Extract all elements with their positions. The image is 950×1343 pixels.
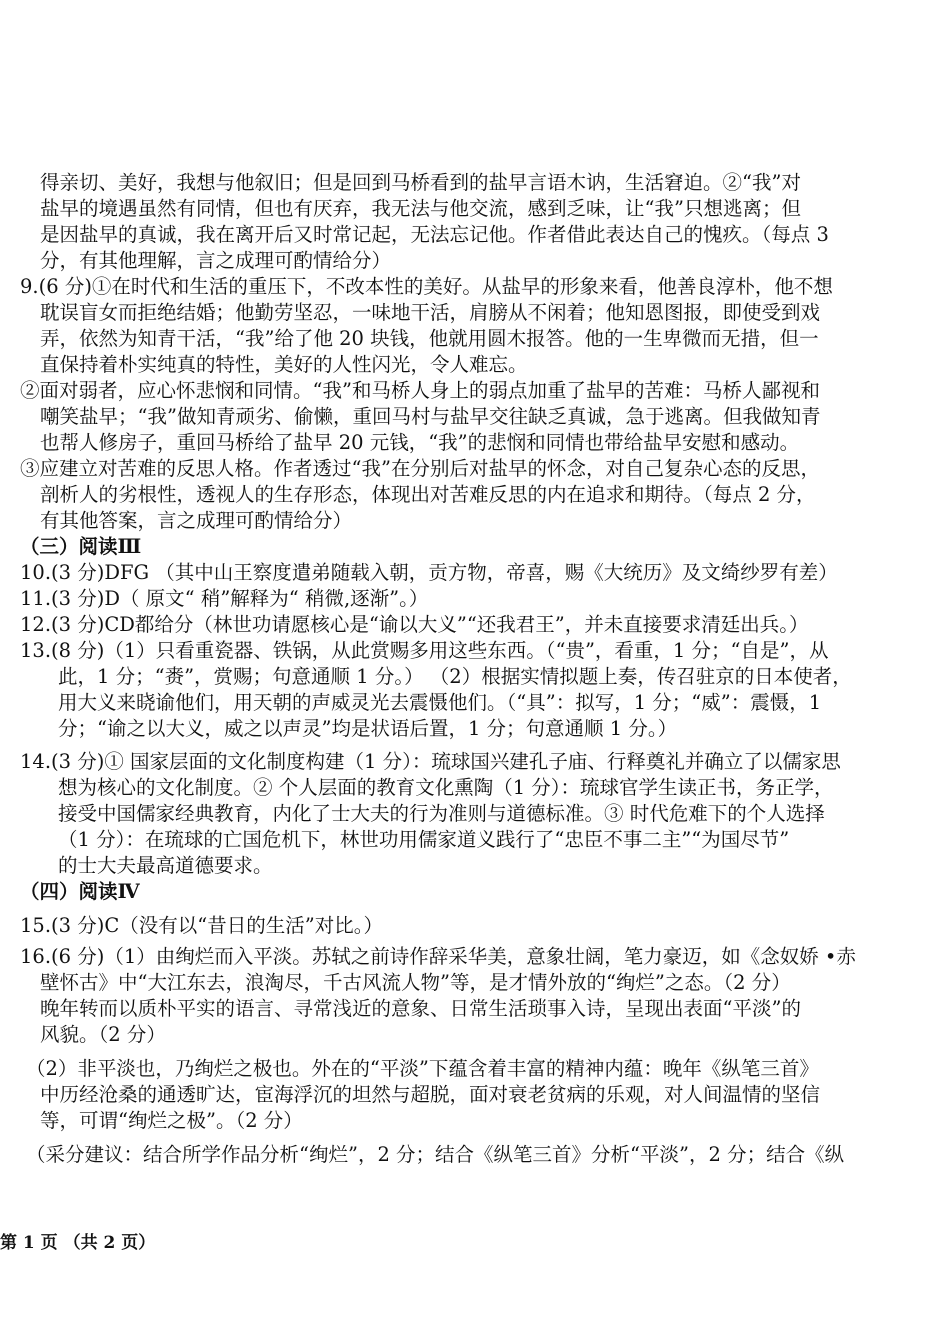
text-line: 风貌。（2 分） xyxy=(40,1023,166,1046)
text-line: 嘲笑盐早；“我”做知青顽劣、偷懒，重回马村与盐早交往缺乏真诚，急于逃离。但我做知青 xyxy=(40,405,821,428)
question-10-line: 10.(3 分)DFG （其中山王察度遣弟随载入朝，贡方物，帝喜，赐《大统历》及文绮纱罗有差） xyxy=(20,561,838,584)
text-line: 此，1 分；“赉”，赏赐；句意通顺 1 分。） （2）根据实情拟题上奏，传召驻京的日本使者， xyxy=(58,665,852,688)
text-line: 也帮人修房子，重回马桥给了盐早 20 元钱，“我”的悲悯和同情也带给盐早安慰和感动。 xyxy=(40,431,800,454)
text-line: ③应建立对苦难的反思人格。作者透过“我”在分别后对盐早的怀念，对自己复杂心态的反思， xyxy=(20,457,820,480)
section-heading-reading-3: （三）阅读Ⅲ xyxy=(20,535,142,558)
question-13-line: 13.(8 分)（1）只看重瓷器、铁锅，从此赏赐多用这些东西。（“贵”，看重，1 分；“自是”，从 xyxy=(20,639,829,662)
text-line: 有其他答案，言之成理可酌情给分） xyxy=(40,509,353,532)
text-line: 耽误盲女而拒绝结婚；他勤劳坚忍，一味地干活，肩膀从不闲着；他知恩图报，即使受到戏 xyxy=(40,301,821,324)
question-15-line: 15.(3 分)C（没有以“昔日的生活”对比。） xyxy=(20,914,383,937)
text-line: 晚年转而以质朴平实的语言、寻常浅近的意象、日常生活琐事入诗，呈现出表面“平淡”的 xyxy=(40,997,801,1020)
text-line: 中历经沧桑的通透旷达，宦海浮沉的坦然与超脱，面对衰老贫病的乐观，对人间温情的坚信 xyxy=(40,1083,821,1106)
question-14-line: 14.(3 分)① 国家层面的文化制度构建（1 分）：琉球国兴建孔子庙、行释奠礼并确立了以儒家思 xyxy=(20,750,841,773)
text-line: 等，可谓“绚烂之极”。（2 分） xyxy=(40,1109,303,1132)
text-line: （2）非平淡也，乃绚烂之极也。外在的“平淡”下蕴含着丰富的精神内蕴：晚年《纵笔三首》 xyxy=(26,1057,819,1080)
text-line: 剖析人的劣根性，透视人的生存形态，体现出对苦难反思的内在追求和期待。（每点 2 分， xyxy=(40,483,816,506)
text-line: 分；“谕之以大义，威之以声灵”均是状语后置，1 分；句意通顺 1 分。） xyxy=(58,717,678,740)
text-line: （1 分）：在琉球的亡国危机下，林世功用儒家道义践行了“忠臣不事二主”“为国尽节” xyxy=(58,828,790,851)
section-heading-reading-4: （四）阅读Ⅳ xyxy=(20,880,140,903)
question-9-line: 9.(6 分)①在时代和生活的重压下，不改本性的美好。从盐早的形象来看，他善良淳朴，他不想 xyxy=(20,275,833,298)
text-line: 得亲切、美好，我想与他叙旧；但是回到马桥看到的盐早言语木讷，生活窘迫。②“我”对 xyxy=(40,171,801,194)
text-line: （采分建议：结合所学作品分析“绚烂”，2 分；结合《纵笔三首》分析“平淡”，2 分；结合《纵 xyxy=(26,1143,845,1166)
page-footer: 第 1 页 （共 2 页） xyxy=(0,1233,156,1253)
text-line: 想为核心的文化制度。② 个人层面的教育文化熏陶（1 分）：琉球官学生读正书，务正学， xyxy=(58,776,834,799)
question-16-line: 16.(6 分)（1）由绚烂而入平淡。苏轼之前诗作辞采华美，意象壮阔，笔力豪迈，如《念奴娇 •赤 xyxy=(20,945,856,968)
text-line: 弄，依然为知青干活，“我”给了他 20 块钱，他就用圆木报答。他的一生卑微而无措，但一 xyxy=(40,327,819,350)
question-11-line: 11.(3 分)D（ 原文“ 稍”解释为“ 稍微,逐渐”。） xyxy=(20,587,429,610)
text-line: 是因盐早的真诚，我在离开后又时常记起，无法忘记他。作者借此表达自己的愧疚。（每点 3 xyxy=(40,223,829,246)
question-12-line: 12.(3 分)CD都给分（林世功请愿核心是“谕以大义”“还我君王”，并未直接要求清廷出兵。） xyxy=(20,613,809,636)
text-line: 壁怀古》中“大江东去，浪淘尽，千古风流人物”等，是才情外放的“绚烂”之态。（2 分） xyxy=(40,971,791,994)
text-line: 用大义来晓谕他们，用天朝的声威灵光去震慑他们。（“具”：拟写，1 分；“威”：震慑，1 xyxy=(58,691,822,714)
text-line: 的士大夫最高道德要求。 xyxy=(58,854,273,877)
text-line: ②面对弱者，应心怀悲悯和同情。“我”和马桥人身上的弱点加重了盐早的苦难：马桥人鄙视和 xyxy=(20,379,820,402)
text-line: 直保持着朴实纯真的特性，美好的人性闪光，令人难忘。 xyxy=(40,353,528,376)
text-line: 分，有其他理解，言之成理可酌情给分） xyxy=(40,249,392,272)
text-line: 盐早的境遇虽然有同情，但也有厌弃，我无法与他交流，感到乏味，让“我”只想逃离；但 xyxy=(40,197,801,220)
text-line: 接受中国儒家经典教育，内化了士大夫的行为准则与道德标准。③ 时代危难下的个人选择 xyxy=(58,802,825,825)
